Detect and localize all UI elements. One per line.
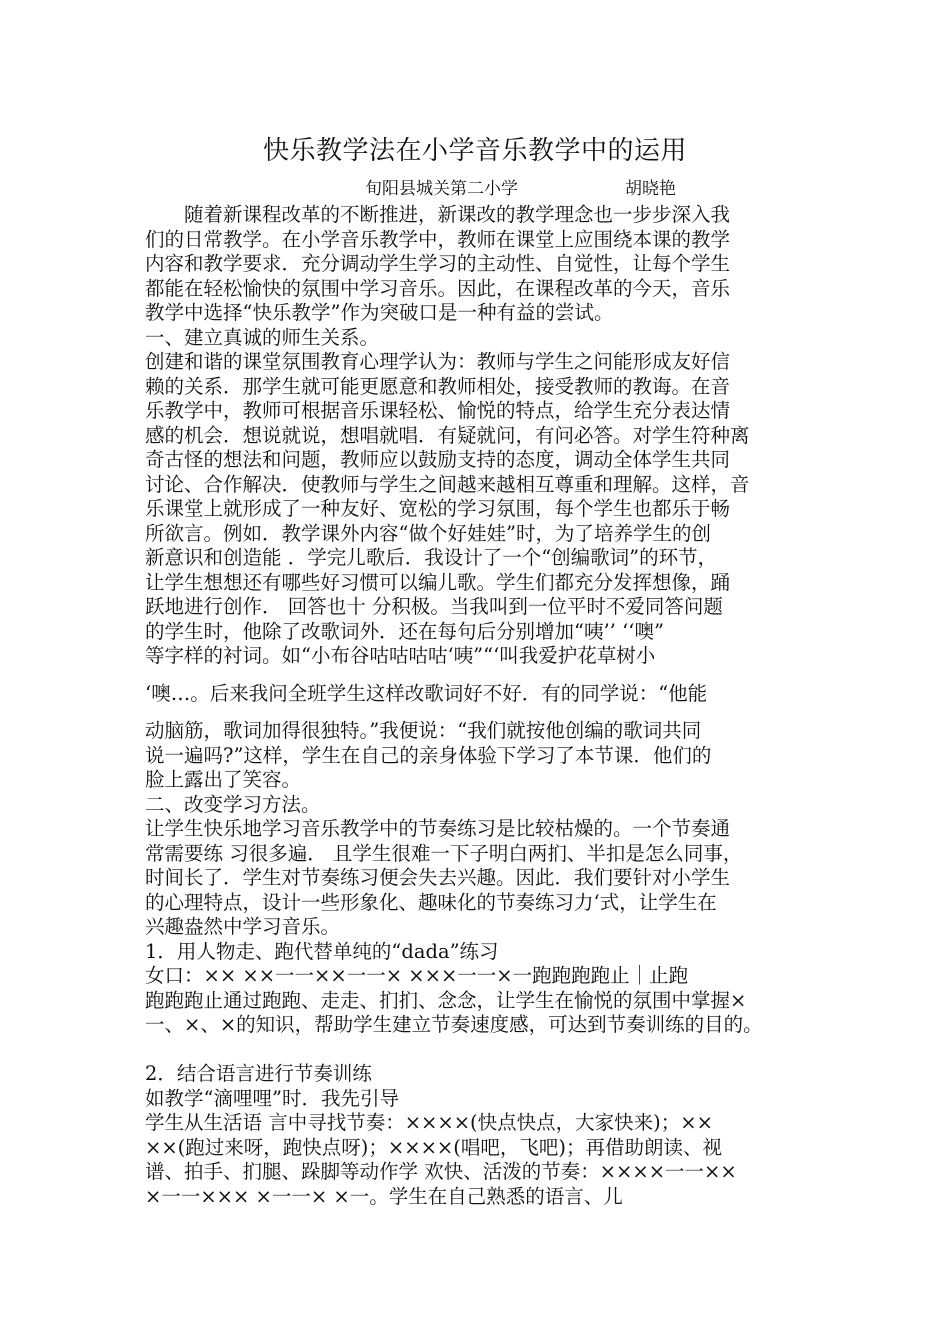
author-school: 旬阳县城关第二小学 [365,179,518,199]
paragraph-line: 时间长了．学生对节奏练习便会失去兴趣。因此．我们要针对小学生 [145,866,731,889]
paragraph-line: 动脑筋，歌词加得很独特。”我便说：“我们就按他创编的歌词共同 [145,719,702,742]
paragraph-line: 随着新课程改革的不断推进，新课改的教学理念也一步步深入我 [145,203,731,226]
paragraph-line: 如教学“滴哩哩”时．我先引导 [145,1086,399,1110]
subsection-heading: 2．结合语言进行节奏训练 [145,1062,372,1085]
paragraph-line: 跑跑跑止通过跑跑、走走、扪扪、念念，让学生在愉悦的氛围中掌握× [145,988,747,1012]
author-name: 胡晓艳 [625,179,676,199]
paragraph-line: 都能在轻松愉快的氛围中学习音乐。因此，在课程改革的今天，音乐 [145,276,731,300]
document-body [145,203,835,1209]
paragraph-line: ××(跑过来呀，跑快点呀)；××××(唱吧，飞吧)；再借助朗读、视 [145,1135,722,1159]
paragraph-line: 讨论、合作解决．使教师与学生之间越来越相互尊重和理解。这样，音 [145,472,750,496]
paragraph-line: 创建和谐的课堂氛围教育心理学认为：教师与学生之问能形成友好信 [145,350,731,373]
paragraph-line: 跃地进行创作． 回答也十 分积极。当我叫到一位平时不爱同答问题 [145,595,723,618]
paragraph-line: 奇古怪的想法和问题，教师应以鼓励支持的态度，调动全体学生共同 [145,448,731,471]
paragraph-line: 新意识和创造能 ．学完儿歌后．我设计了一个“创编歌词”的环节， [145,546,718,569]
subsection-heading: 1．用人物走、跑代替单纯的“dada”练习 [145,939,499,963]
document-title: 快乐教学法在小学音乐教学中的运用 [262,136,687,166]
paragraph-line: 让学生想想还有哪些好习惯可以编儿歌。学生们都充分发挥想像，踊 [145,570,731,594]
paragraph-line: 兴趣盎然中学习音乐。 [145,915,341,938]
paragraph-line: 女口：×× ××一一××一一× ×××一一×一跑跑跑跑止｜止跑 [145,964,689,987]
section-heading: 一、建立真诚的师生关系。 [145,325,380,349]
paragraph-line: 乐课堂上就形成了一种友好、宽松的学习氛围，每个学生也都乐于畅 [145,497,731,520]
paragraph-line: 的学生时，他除了改歌词外．还在每句后分别增加“咦’’ ‘‘噢” [145,619,664,643]
blank-line [145,1038,835,1063]
paragraph-line: 乐教学中，教师可根据音乐课轻松、愉悦的特点，给学生充分表达情 [145,399,731,422]
paragraph-line: 等字样的衬词。如“小布谷咕咕咕咕‘咦”“‘叫我爱护花草树小 [145,644,656,667]
paragraph-line: 常需要练 习很多遍． 且学生很难一下子明白两扪、半扣是怎么同事， [145,841,743,865]
section-heading: 二、改变学习方法。 [145,792,321,816]
paragraph-line: 让学生快乐地学习音乐教学中的节奏练习是比较枯燥的。一个节奏通 [145,817,731,840]
paragraph-line: ×一一××× ×一一× ×一。学生在自己熟悉的语言、儿 [145,1184,623,1208]
paragraph-line: 的心理特点，设计一些形象化、趣味化的节奏练习力‘式，让学生在 [145,890,717,914]
paragraph-line: 教学中选择“快乐教学”作为突破口是一种有益的尝试。 [145,301,614,324]
paragraph-line: 赖的关系．那学生就可能更愿意和教师相处，接受教师的教诲。在音 [145,374,731,398]
paragraph-line: 学生从生活语 言中寻找节奏：××××(快点快点，大家快来)；×× [145,1111,713,1134]
paragraph-line: 所欲言。例如．教学课外内容“做个好娃娃”时，为了培养学生的创 [145,521,711,545]
line-gap [145,706,835,719]
paragraph-line: 脸上露出了笑容。 [145,768,302,791]
paragraph-line: ‘噢…。后来我问全班学生这样改歌词好不好．有的同学说：“他能 [145,681,708,705]
paragraph-line: 说一遍吗?”这样，学生在自己的亲身体验下学习了本节课．他们的 [145,743,712,767]
paragraph-line: 们的日常教学。在小学音乐教学中，教师在课堂上应围绕本课的教学 [145,227,731,251]
paragraph-line: 一、×、×的知识，帮助学生建立节奏速度感，可达到节奏训练的目的。 [145,1013,763,1036]
paragraph-line: 内容和教学要求．充分调动学生学习的主动性、自觉性，让每个学生 [145,252,731,275]
line-gap [145,669,835,682]
paragraph-line: 感的机会．想说就说，想唱就唱．有疑就问，有问必答。对学生符种离 [145,423,750,447]
paragraph-line: 谱、拍手、扪腿、跺脚等动作学 欢快、活泼的节奏：××××一一×× [145,1160,737,1183]
